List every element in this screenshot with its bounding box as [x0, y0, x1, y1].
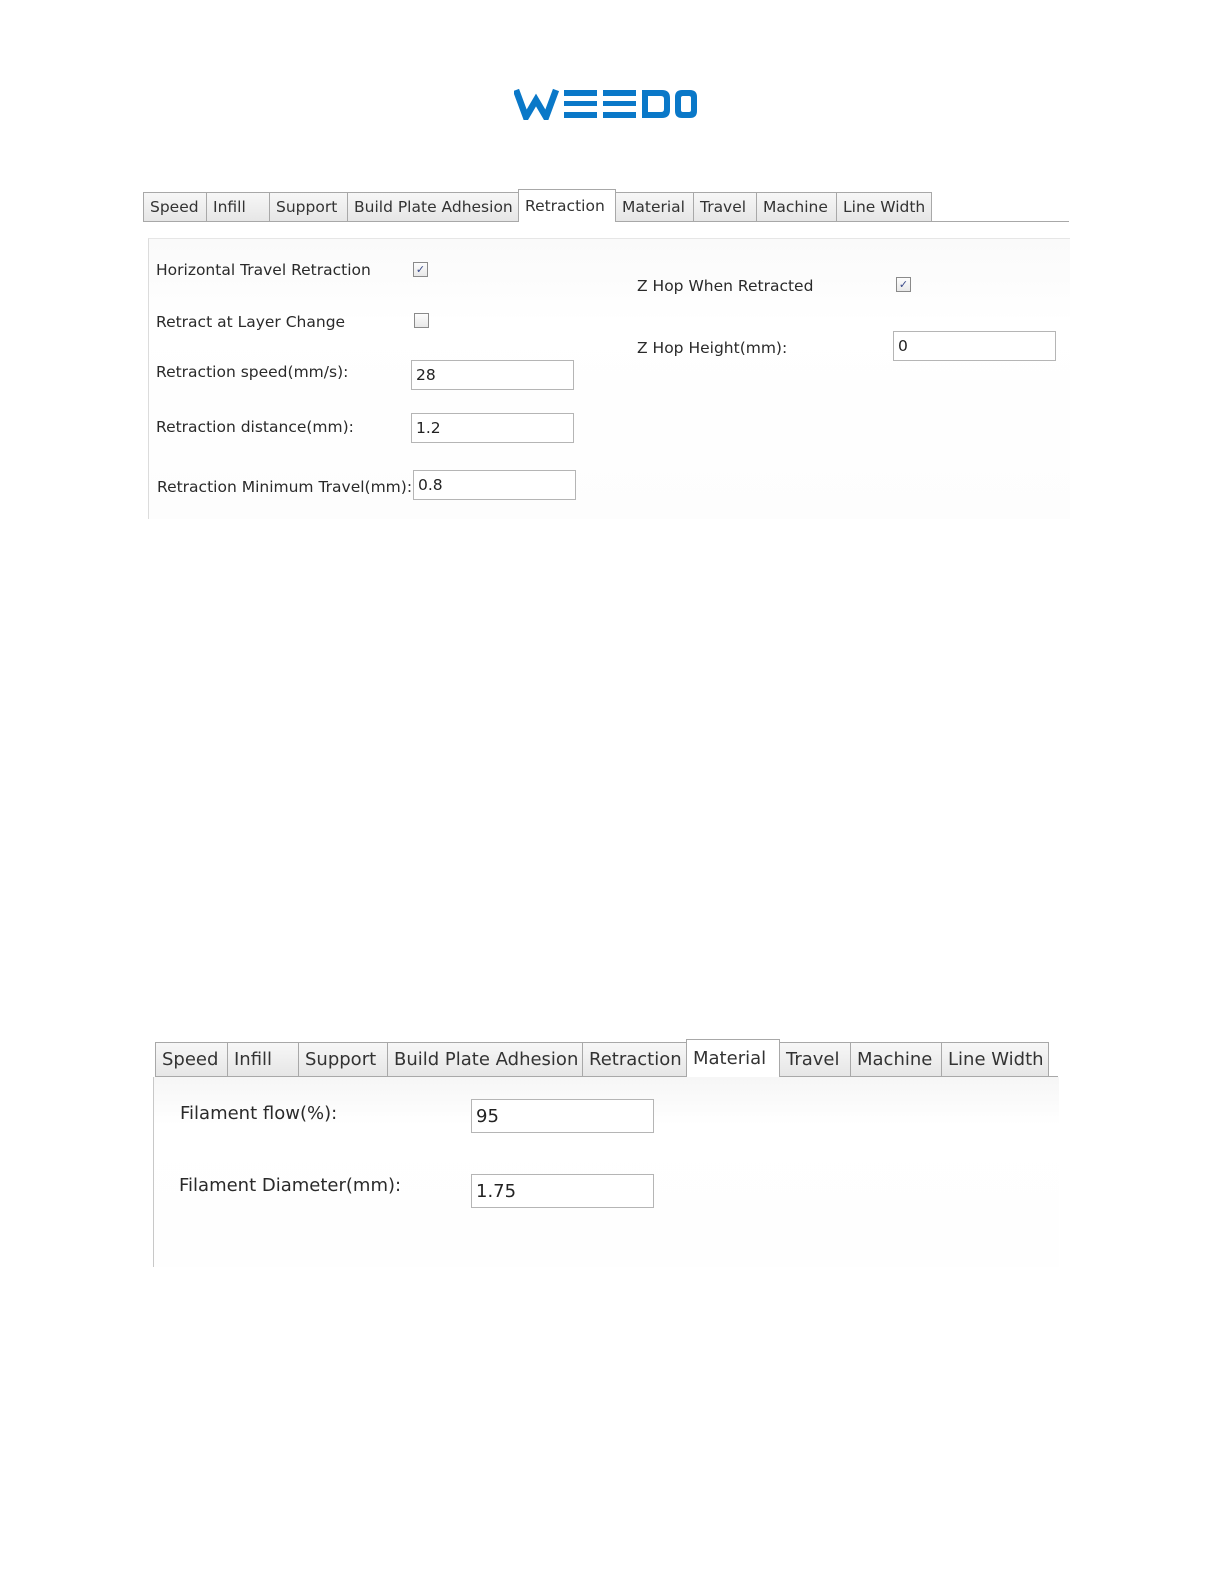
tab-label: Travel [786, 1049, 840, 1070]
tab-label: Travel [700, 198, 747, 216]
retract-at-layer-change-label: Retract at Layer Change [156, 313, 346, 331]
tab-support[interactable] [269, 192, 348, 221]
tab-retraction[interactable] [518, 189, 616, 222]
tab-build-plate-adhesion[interactable] [387, 1042, 583, 1076]
tab-retraction[interactable] [582, 1042, 687, 1076]
tab-infill[interactable] [206, 192, 270, 221]
tab-label: Material [693, 1048, 767, 1069]
tab-label: Support [305, 1049, 377, 1070]
tab-label: Infill [234, 1049, 273, 1070]
settings-tab-bar-retraction [143, 191, 1069, 222]
tab-machine[interactable] [756, 192, 837, 221]
checkmark-icon: ✓ [898, 278, 909, 291]
tab-label: Build Plate Adhesion [394, 1049, 579, 1070]
filament-flow-label: Filament flow(%): [180, 1103, 338, 1124]
settings-tab-bar-material [155, 1040, 1058, 1077]
tab-machine[interactable] [850, 1042, 942, 1076]
z-hop-when-retracted-label: Z Hop When Retracted [637, 277, 814, 295]
tab-build-plate-adhesion[interactable] [347, 192, 519, 221]
retraction-speed-label: Retraction speed(mm/s): [156, 363, 349, 381]
tab-label: Retraction [589, 1049, 682, 1070]
tab-material[interactable] [686, 1039, 780, 1077]
tab-label: Material [622, 198, 685, 216]
tab-label: Build Plate Adhesion [354, 198, 513, 216]
material-settings-panel [153, 1077, 1059, 1267]
retraction-minimum-travel-label: Retraction Minimum Travel(mm): [157, 478, 413, 496]
retract-at-layer-change-checkbox[interactable] [414, 313, 429, 328]
filament-flow-input[interactable]: 95 [471, 1099, 654, 1133]
tab-label: Line Width [843, 198, 926, 216]
tab-label: Line Width [948, 1049, 1044, 1070]
filament-diameter-input[interactable]: 1.75 [471, 1174, 654, 1208]
retraction-speed-input[interactable]: 28 [411, 360, 574, 390]
tab-infill[interactable] [227, 1042, 299, 1076]
weedo-logo [514, 86, 698, 120]
tab-travel[interactable] [693, 192, 757, 221]
tab-label: Machine [857, 1049, 933, 1070]
horizontal-travel-retraction-label: Horizontal Travel Retraction [156, 261, 371, 279]
tab-material[interactable] [615, 192, 694, 221]
retraction-minimum-travel-input[interactable]: 0.8 [413, 470, 576, 500]
tab-speed[interactable] [143, 192, 207, 221]
tab-label: Speed [150, 198, 199, 216]
tab-label: Speed [162, 1049, 219, 1070]
tab-speed[interactable] [155, 1042, 228, 1076]
z-hop-height-input[interactable]: 0 [893, 331, 1056, 361]
checkmark-icon: ✓ [415, 263, 426, 276]
tab-label: Infill [213, 198, 246, 216]
tab-travel[interactable] [779, 1042, 851, 1076]
z-hop-height-label: Z Hop Height(mm): [637, 339, 788, 357]
tab-support[interactable] [298, 1042, 388, 1076]
tab-label: Support [276, 198, 338, 216]
tab-line-width[interactable] [836, 192, 932, 221]
horizontal-travel-retraction-checkbox[interactable] [413, 262, 428, 277]
weedo-logo-graphic [514, 86, 698, 120]
filament-diameter-label: Filament Diameter(mm): [179, 1175, 402, 1196]
retraction-distance-input[interactable]: 1.2 [411, 413, 574, 443]
tab-line-width[interactable] [941, 1042, 1049, 1076]
tab-label: Retraction [525, 197, 605, 215]
retraction-settings-panel [148, 238, 1070, 519]
tab-label: Machine [763, 198, 828, 216]
z-hop-when-retracted-checkbox[interactable] [896, 277, 911, 292]
retraction-distance-label: Retraction distance(mm): [156, 418, 354, 436]
